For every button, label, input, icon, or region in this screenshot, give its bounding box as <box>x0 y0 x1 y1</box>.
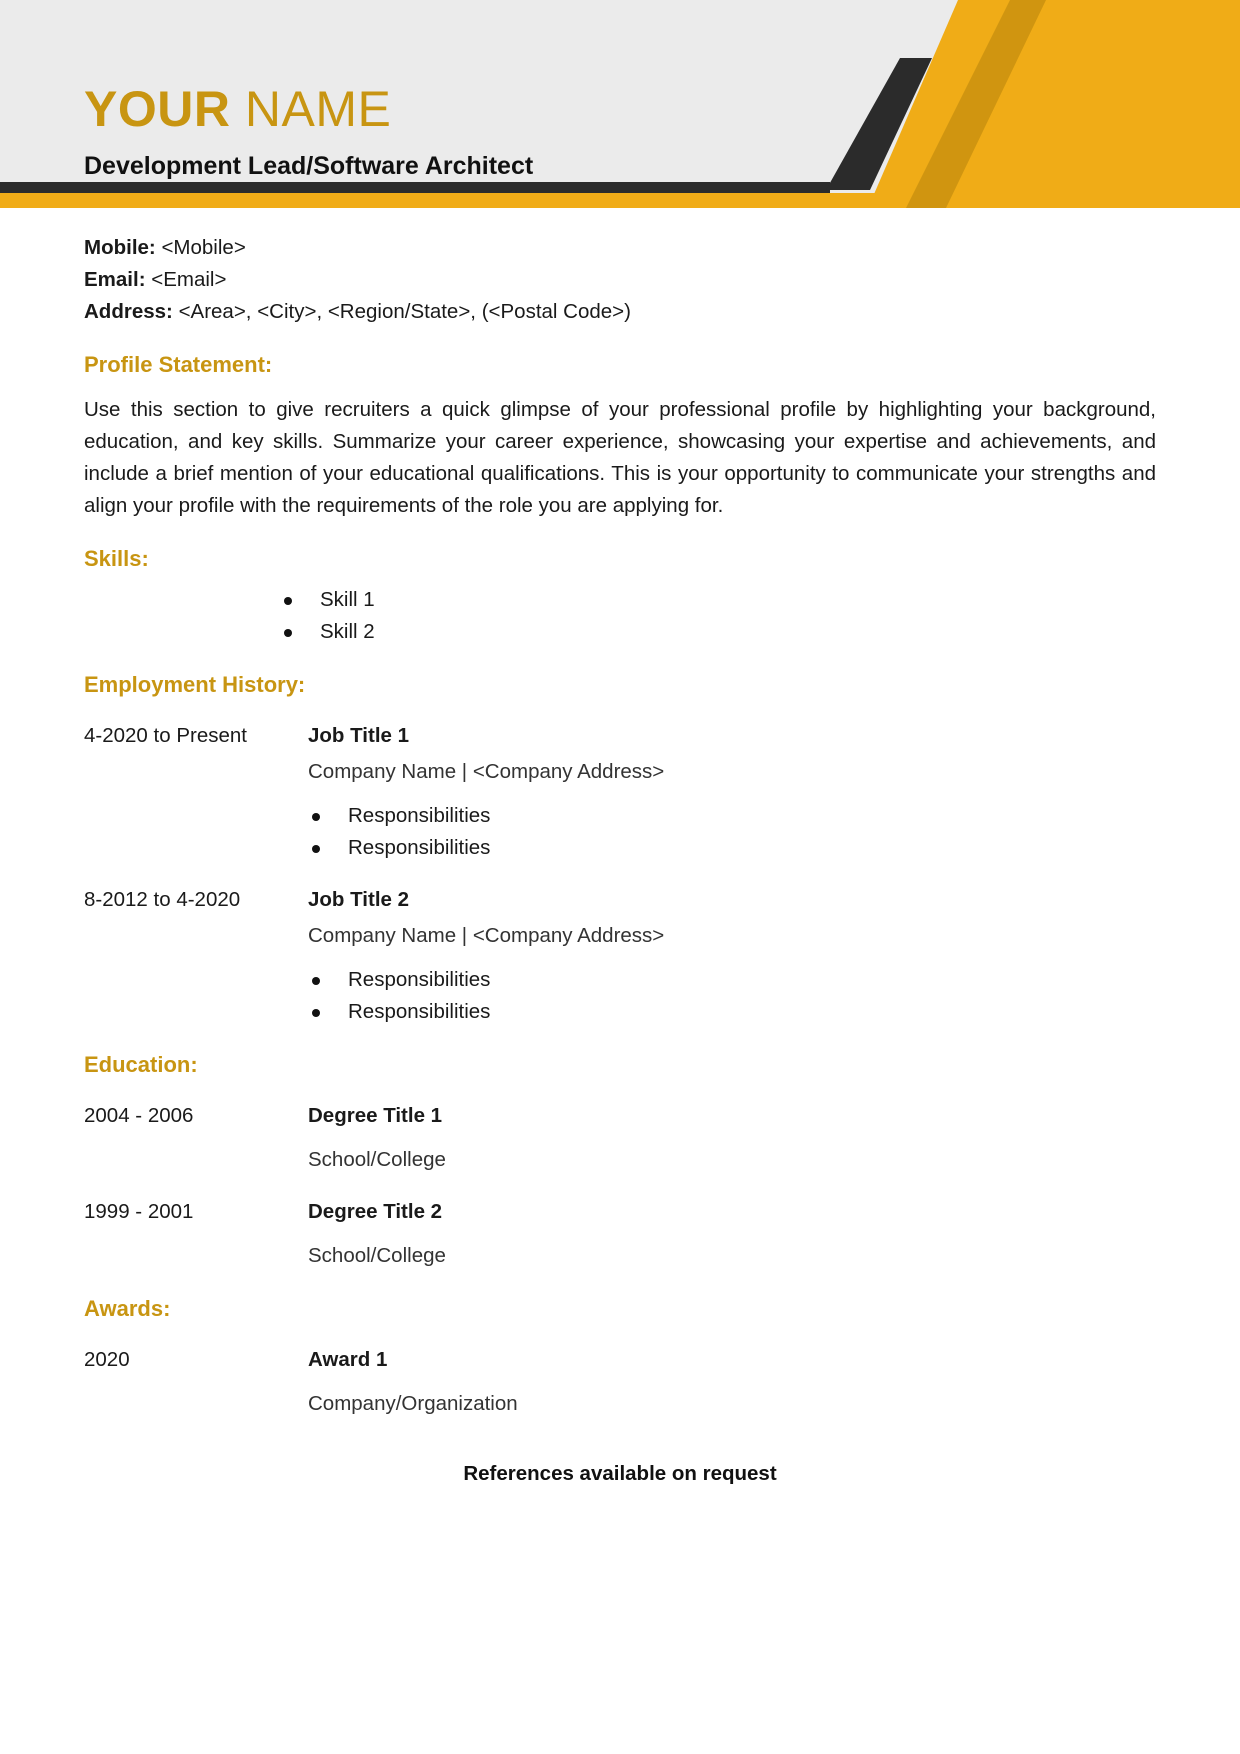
degree-title: Degree Title 2 <box>308 1200 443 1223</box>
award-organization: Company/Organization <box>308 1392 518 1415</box>
skills-list <box>84 584 1156 648</box>
award-year: 2020 <box>84 1348 130 1371</box>
mobile-label: Mobile: <box>84 236 156 259</box>
responsibilities-list <box>308 964 1156 1028</box>
education-heading: Education: <box>84 1052 198 1077</box>
bullet-icon <box>312 1009 320 1017</box>
contact-email <box>84 264 1156 296</box>
awards-heading: Awards: <box>84 1296 171 1321</box>
job-period: 8-2012 to 4-2020 <box>84 888 241 911</box>
list-item <box>348 832 1156 864</box>
bullet-icon <box>312 845 320 853</box>
header-banner <box>0 0 1240 208</box>
address-label: Address: <box>84 300 173 323</box>
email-value: <Email> <box>151 268 227 291</box>
award-entry-1 <box>84 1344 1156 1420</box>
job-company: Company Name | <Company Address> <box>308 924 665 947</box>
list-item <box>348 996 1156 1028</box>
list-item <box>348 800 1156 832</box>
contact-mobile <box>84 232 1156 264</box>
job-period: 4-2020 to Present <box>84 724 247 747</box>
profile-text: Use this section to give recruiters a quick glimpse of your professional profile by highlighting your background, education, and key skills. Summarize your career experience, showcasing your expertise and achievements, and include a brief mention of your educational qualifications. This is your opportunity to communicate your strengths and align your profile with the requirements of the role you are applying for. <box>84 398 1156 517</box>
responsibilities-list <box>308 800 1156 864</box>
skill-label: Skill 2 <box>320 620 375 643</box>
education-entry-2 <box>84 1196 1156 1272</box>
job-entry-1 <box>84 720 1156 864</box>
employment-heading: Employment History: <box>84 672 306 697</box>
responsibility-text: Responsibilities <box>348 968 491 991</box>
skill-label: Skill 1 <box>320 588 375 611</box>
contact-address <box>84 296 1156 328</box>
bullet-icon <box>284 597 292 605</box>
job-company: Company Name | <Company Address> <box>308 760 665 783</box>
resume-body <box>84 232 1156 1420</box>
job-entry-2 <box>84 884 1156 1028</box>
school-name: School/College <box>308 1244 446 1267</box>
list-item <box>320 584 1156 616</box>
profile-heading: Profile Statement: <box>84 352 273 377</box>
skills-heading: Skills: <box>84 546 149 571</box>
job-title-headline: Development Lead/Software Architect <box>84 152 534 180</box>
responsibility-text: Responsibilities <box>348 1000 491 1023</box>
education-period: 1999 - 2001 <box>84 1200 194 1223</box>
job-title: Job Title 1 <box>308 724 410 747</box>
job-title: Job Title 2 <box>308 888 410 911</box>
responsibility-text: Responsibilities <box>348 804 491 827</box>
address-value: <Area>, <City>, <Region/State>, (<Postal Code>) <box>178 300 631 323</box>
responsibility-text: Responsibilities <box>348 836 491 859</box>
name-first: YOUR <box>84 81 231 137</box>
email-label: Email: <box>84 268 146 291</box>
award-title: Award 1 <box>308 1348 388 1371</box>
education-period: 2004 - 2006 <box>84 1104 194 1127</box>
candidate-name <box>84 80 391 138</box>
references-note: References available on request <box>463 1462 777 1485</box>
list-item <box>348 964 1156 996</box>
name-last: NAME <box>244 81 392 137</box>
mobile-value: <Mobile> <box>161 236 246 259</box>
bullet-icon <box>312 977 320 985</box>
list-item <box>320 616 1156 648</box>
bullet-icon <box>312 813 320 821</box>
school-name: School/College <box>308 1148 446 1171</box>
education-entry-1 <box>84 1100 1156 1176</box>
degree-title: Degree Title 1 <box>308 1104 443 1127</box>
bullet-icon <box>284 629 292 637</box>
